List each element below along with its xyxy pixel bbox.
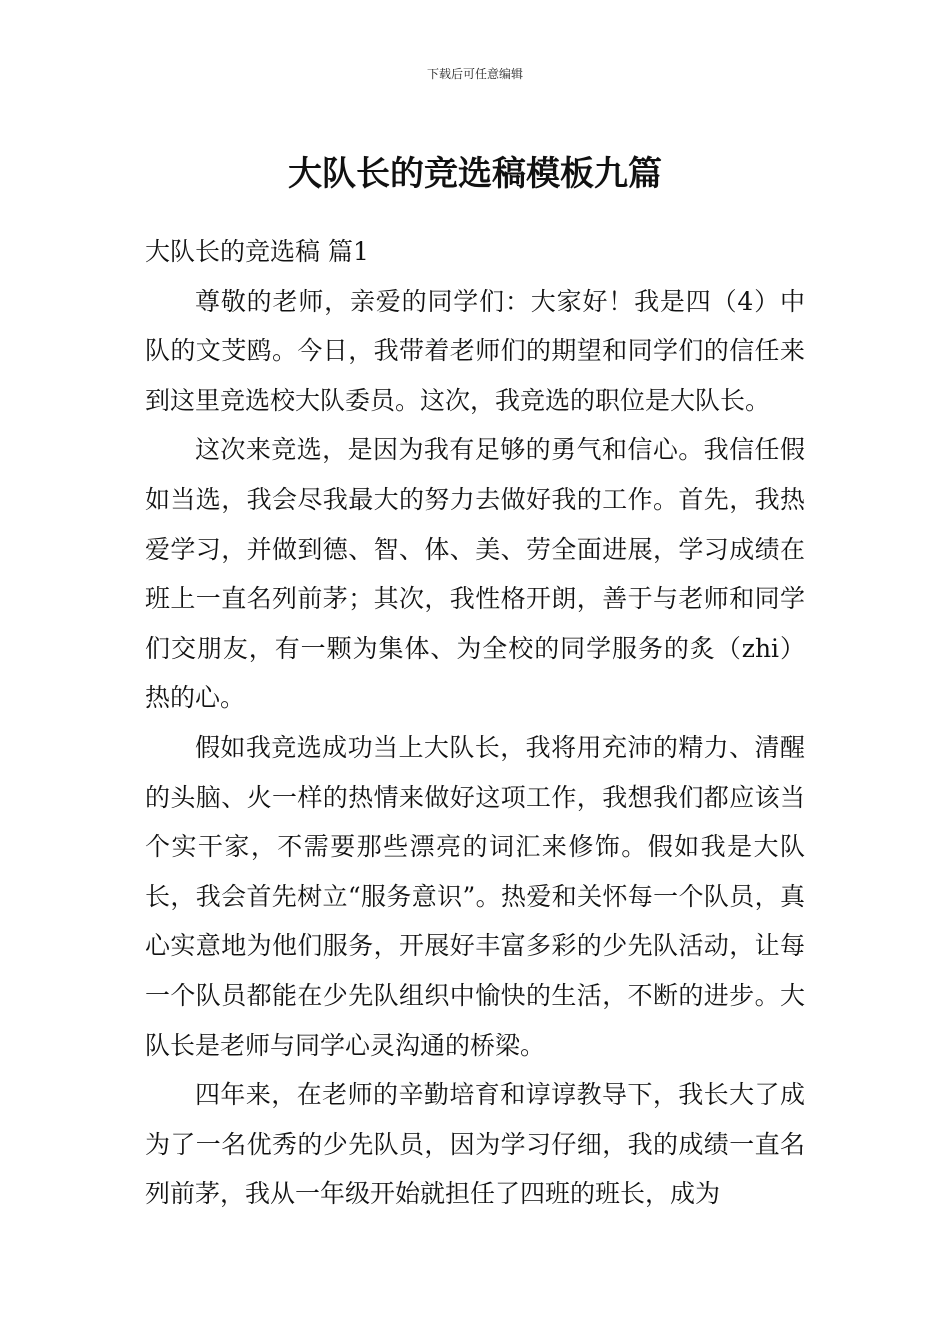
paragraph: 假如我竞选成功当上大队长，我将用充沛的精力、清醒的头脑、火一样的热情来做好这项工作，我想我们都应该当个实干家，不需要那些漂亮的词汇来修饰。假如我是大队长，我会首先树立“服务意识”。热爱和关怀每一个队员，真心实意地为他们服务，开展好丰富多彩的少先队活动，让每一个队员都能在少先队组织中愉快的生活，不断的进步。大队长是老师与同学心灵沟通的桥梁。 [145,732,805,1060]
document-body [145,227,805,1219]
section-heading: 大队长的竞选稿 篇1 [145,237,369,266]
paragraph: 四年来，在老师的辛勤培育和谆谆教导下，我长大了成为了一名优秀的少先队员，因为学习仔细，我的成绩一直名列前茅，我从一年级开始就担任了四班的班长，成为 [145,1080,805,1209]
document-title: 大队长的竞选稿模板九篇 [288,153,662,194]
header-note: 下载后可任意编辑 [426,67,523,81]
paragraph: 尊敬的老师，亲爱的同学们：大家好！我是四（4）中队的文芠鸥。今日，我带着老师们的期望和同学们的信任来到这里竞选校大队委员。这次，我竞选的职位是大队长。 [145,286,805,415]
paragraph: 这次来竞选，是因为我有足够的勇气和信心。我信任假如当选，我会尽我最大的努力去做好我的工作。首先，我热爱学习，并做到德、智、体、美、劳全面进展，学习成绩在班上一直名列前茅；其次，我性格开朗，善于与老师和同学们交朋友，有一颗为集体、为全校的同学服务的炙（zhi）热的心。 [145,435,805,713]
